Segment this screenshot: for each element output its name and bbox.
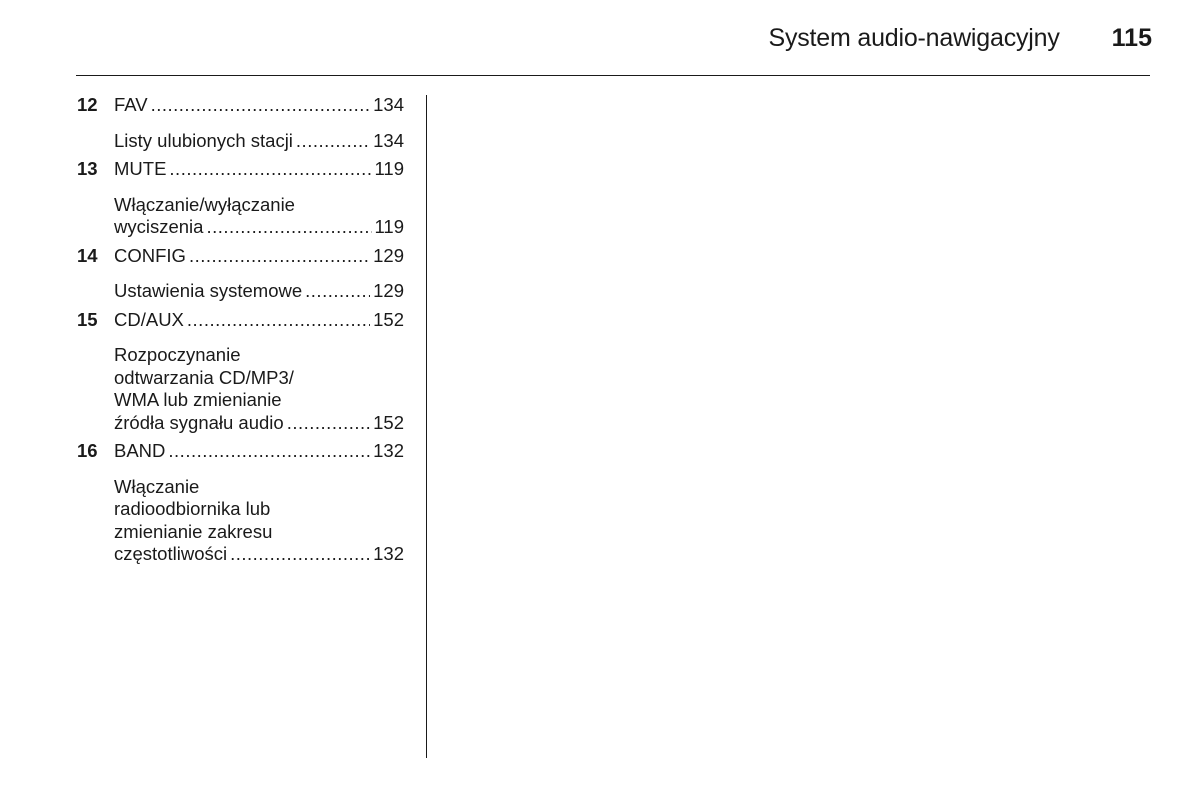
entry-main-row [77, 440, 404, 463]
entry-number: 16 [77, 440, 98, 461]
leader-dots [187, 309, 370, 332]
description-page: 119 [374, 216, 404, 237]
entry-number: 12 [77, 94, 98, 115]
page-header [768, 24, 1152, 53]
column-divider [426, 95, 427, 758]
entry-main-row [77, 158, 404, 181]
index-entry [77, 158, 404, 239]
entry-label: MUTE [114, 158, 167, 179]
entry-description [114, 194, 404, 239]
entry-number: 13 [77, 158, 98, 179]
entry-description [114, 280, 404, 303]
page-title: System audio-nawigacyjny [768, 24, 1060, 52]
description-link[interactable] [114, 130, 404, 153]
description-page: 132 [373, 543, 404, 564]
description-line: Włączanie/wyłączanie [114, 193, 295, 215]
description-page: 129 [373, 280, 404, 301]
entry-page: 129 [373, 244, 404, 266]
entry-description [114, 130, 404, 153]
entry-description [114, 476, 404, 566]
leader-dots [287, 412, 370, 435]
leader-dots [151, 94, 371, 117]
header-divider [76, 75, 1150, 76]
entry-link[interactable] [114, 440, 404, 463]
description-last-line: źródła sygnału audio [114, 411, 284, 433]
description-link[interactable] [114, 280, 404, 303]
entry-page: 152 [373, 308, 404, 330]
entry-number: 14 [77, 244, 98, 266]
leader-dots [206, 216, 371, 239]
leader-dots [169, 158, 371, 181]
index-entry [77, 245, 404, 303]
description-page: 134 [373, 129, 404, 151]
description-link[interactable] [114, 543, 404, 566]
leader-dots [305, 280, 370, 303]
description-line: odtwarzania CD/MP3/ [114, 366, 294, 388]
page-number: 115 [1111, 24, 1152, 52]
entry-label: CONFIG [114, 244, 186, 266]
entry-link[interactable] [114, 245, 404, 268]
entry-main-row [77, 245, 404, 268]
index-list [77, 94, 404, 572]
description-link[interactable] [114, 216, 404, 239]
entry-page: 132 [373, 440, 404, 461]
description-page: 152 [373, 411, 404, 433]
description-last-line: Listy ulubionych stacji [114, 129, 293, 151]
entry-label: FAV [114, 94, 148, 115]
leader-dots [189, 245, 370, 268]
entry-label: BAND [114, 440, 166, 461]
leader-dots [168, 440, 370, 463]
entry-link[interactable] [114, 94, 404, 117]
description-link[interactable] [114, 412, 404, 435]
leader-dots [230, 543, 370, 566]
entry-main-row [77, 94, 404, 117]
description-last-line: wyciszenia [114, 216, 204, 237]
entry-page: 134 [373, 94, 404, 115]
entry-main-row [77, 309, 404, 332]
entry-number: 15 [77, 308, 98, 330]
description-last-line: częstotliwości [114, 543, 228, 564]
description-line: zmienianie zakresu [114, 520, 273, 542]
entry-description [114, 344, 404, 434]
description-line: Rozpoczynanie [114, 344, 241, 365]
description-last-line: Ustawienia systemowe [114, 280, 303, 301]
entry-link[interactable] [114, 309, 404, 332]
index-entry [77, 440, 404, 566]
entry-page: 119 [374, 158, 404, 179]
entry-label: CD/AUX [114, 308, 184, 330]
description-line: radioodbiornika lub [114, 498, 271, 519]
entry-link[interactable] [114, 158, 404, 181]
description-line: Włączanie [114, 475, 200, 497]
index-entry [77, 94, 404, 152]
index-entry [77, 309, 404, 435]
description-line: WMA lub zmienianie [114, 389, 282, 410]
leader-dots [296, 130, 370, 153]
